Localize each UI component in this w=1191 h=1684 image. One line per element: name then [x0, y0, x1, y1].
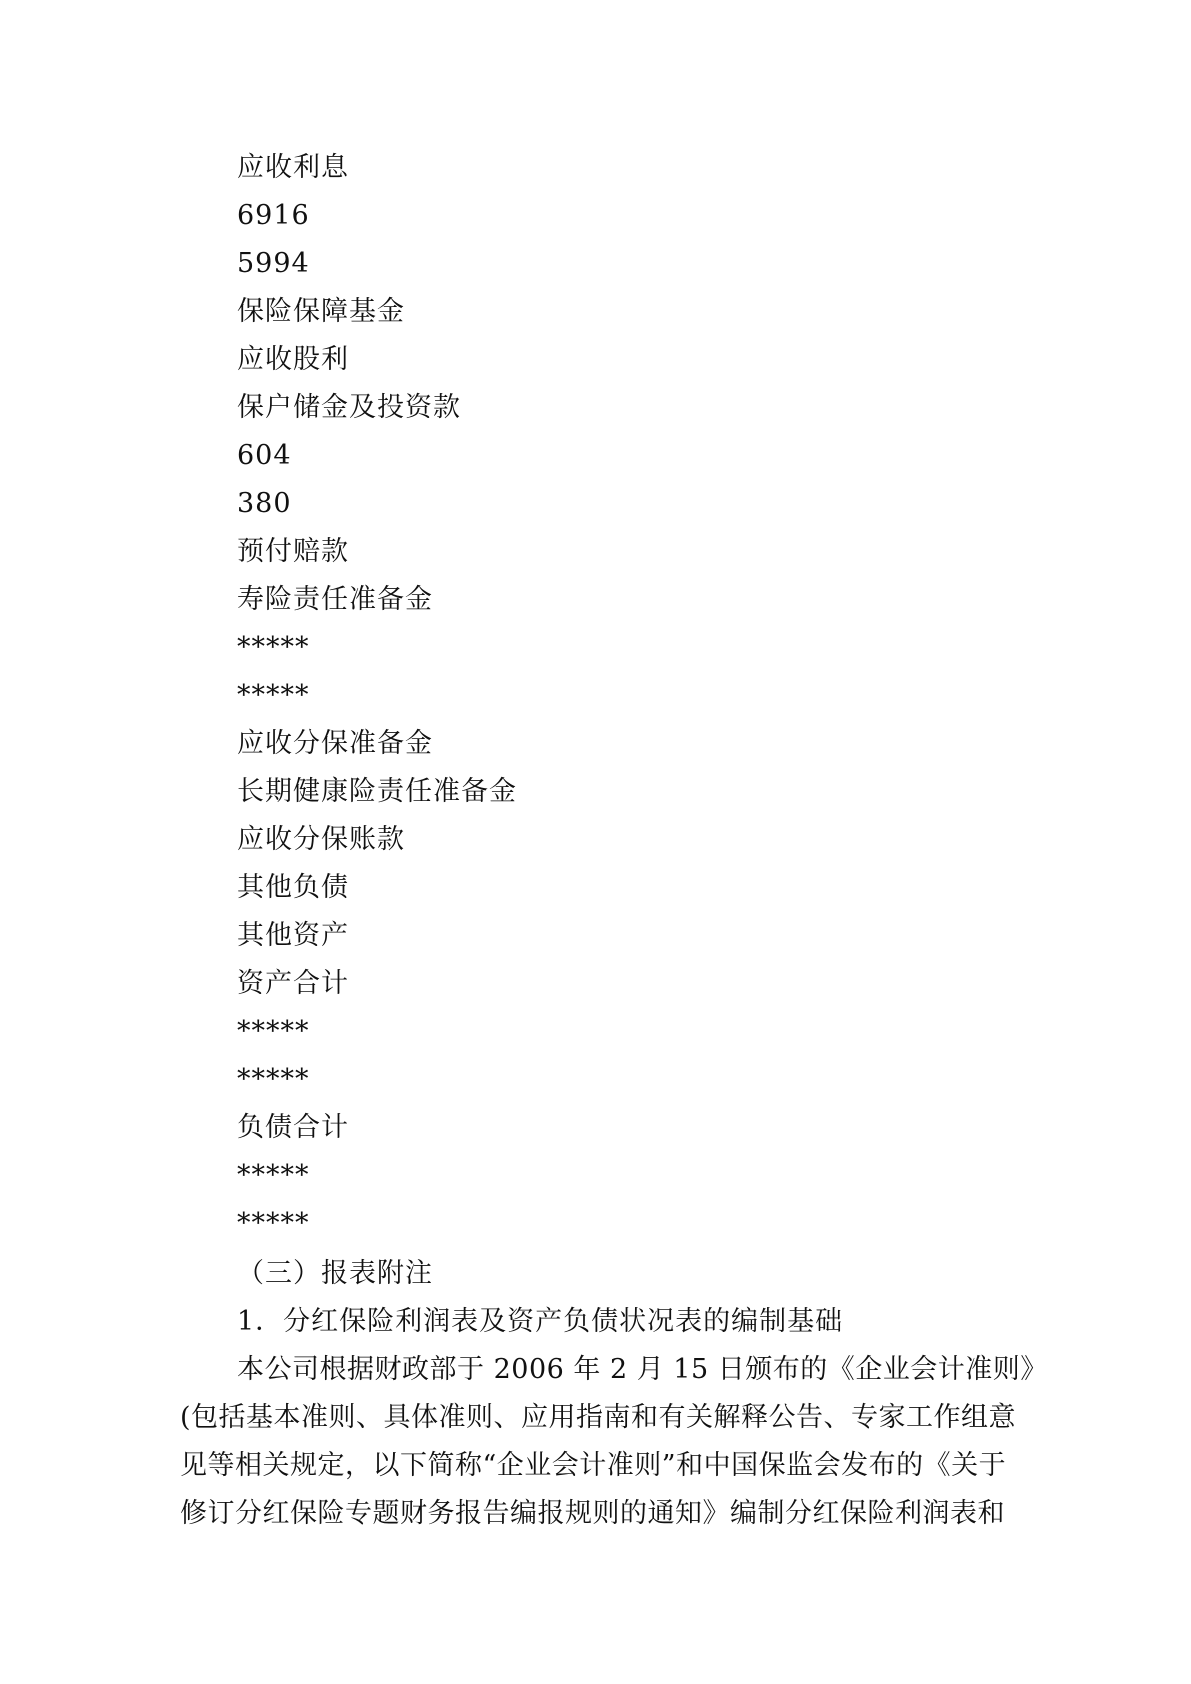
list-item: 5994 [237, 248, 310, 279]
list-item: ***** [237, 1208, 310, 1239]
item-list [237, 144, 517, 1248]
sub-heading: 1．分红保险利润表及资产负债状况表的编制基础 [237, 1306, 844, 1337]
list-item: 应收分保准备金 [237, 728, 433, 759]
list-item: 资产合计 [237, 968, 349, 999]
paragraph-line: 本公司根据财政部于 2006 年 2 月 15 日颁布的《企业会计准则》 [237, 1354, 1048, 1385]
body-paragraph [180, 1346, 1048, 1538]
list-item: ***** [237, 1016, 310, 1047]
list-item: 6916 [237, 200, 310, 231]
paragraph-line: (包括基本准则、具体准则、应用指南和有关解释公告、专家工作组意 [180, 1402, 1017, 1433]
list-item: 其他负债 [237, 872, 349, 903]
list-item: ***** [237, 680, 310, 711]
list-item: ***** [237, 1064, 310, 1095]
list-item: 保户储金及投资款 [237, 392, 461, 423]
list-item: 寿险责任准备金 [237, 584, 433, 615]
list-item: 保险保障基金 [237, 296, 405, 327]
list-item: 其他资产 [237, 920, 349, 951]
list-item: 应收股利 [237, 344, 349, 375]
list-item: 应收利息 [237, 152, 349, 183]
list-item: 预付赔款 [237, 536, 349, 567]
list-item: 长期健康险责任准备金 [237, 776, 517, 807]
list-item: 604 [237, 440, 292, 471]
list-item: 应收分保账款 [237, 824, 405, 855]
paragraph-line: 修订分红保险专题财务报告编报规则的通知》编制分红保险利润表和 [180, 1498, 1005, 1529]
paragraph-line: 见等相关规定，以下简称“企业会计准则”和中国保监会发布的《关于 [180, 1450, 1007, 1481]
list-item: ***** [237, 632, 310, 663]
list-item: 负债合计 [237, 1112, 349, 1143]
list-item: 380 [237, 488, 292, 519]
list-item: ***** [237, 1160, 310, 1191]
section-heading: （三）报表附注 [237, 1258, 433, 1289]
